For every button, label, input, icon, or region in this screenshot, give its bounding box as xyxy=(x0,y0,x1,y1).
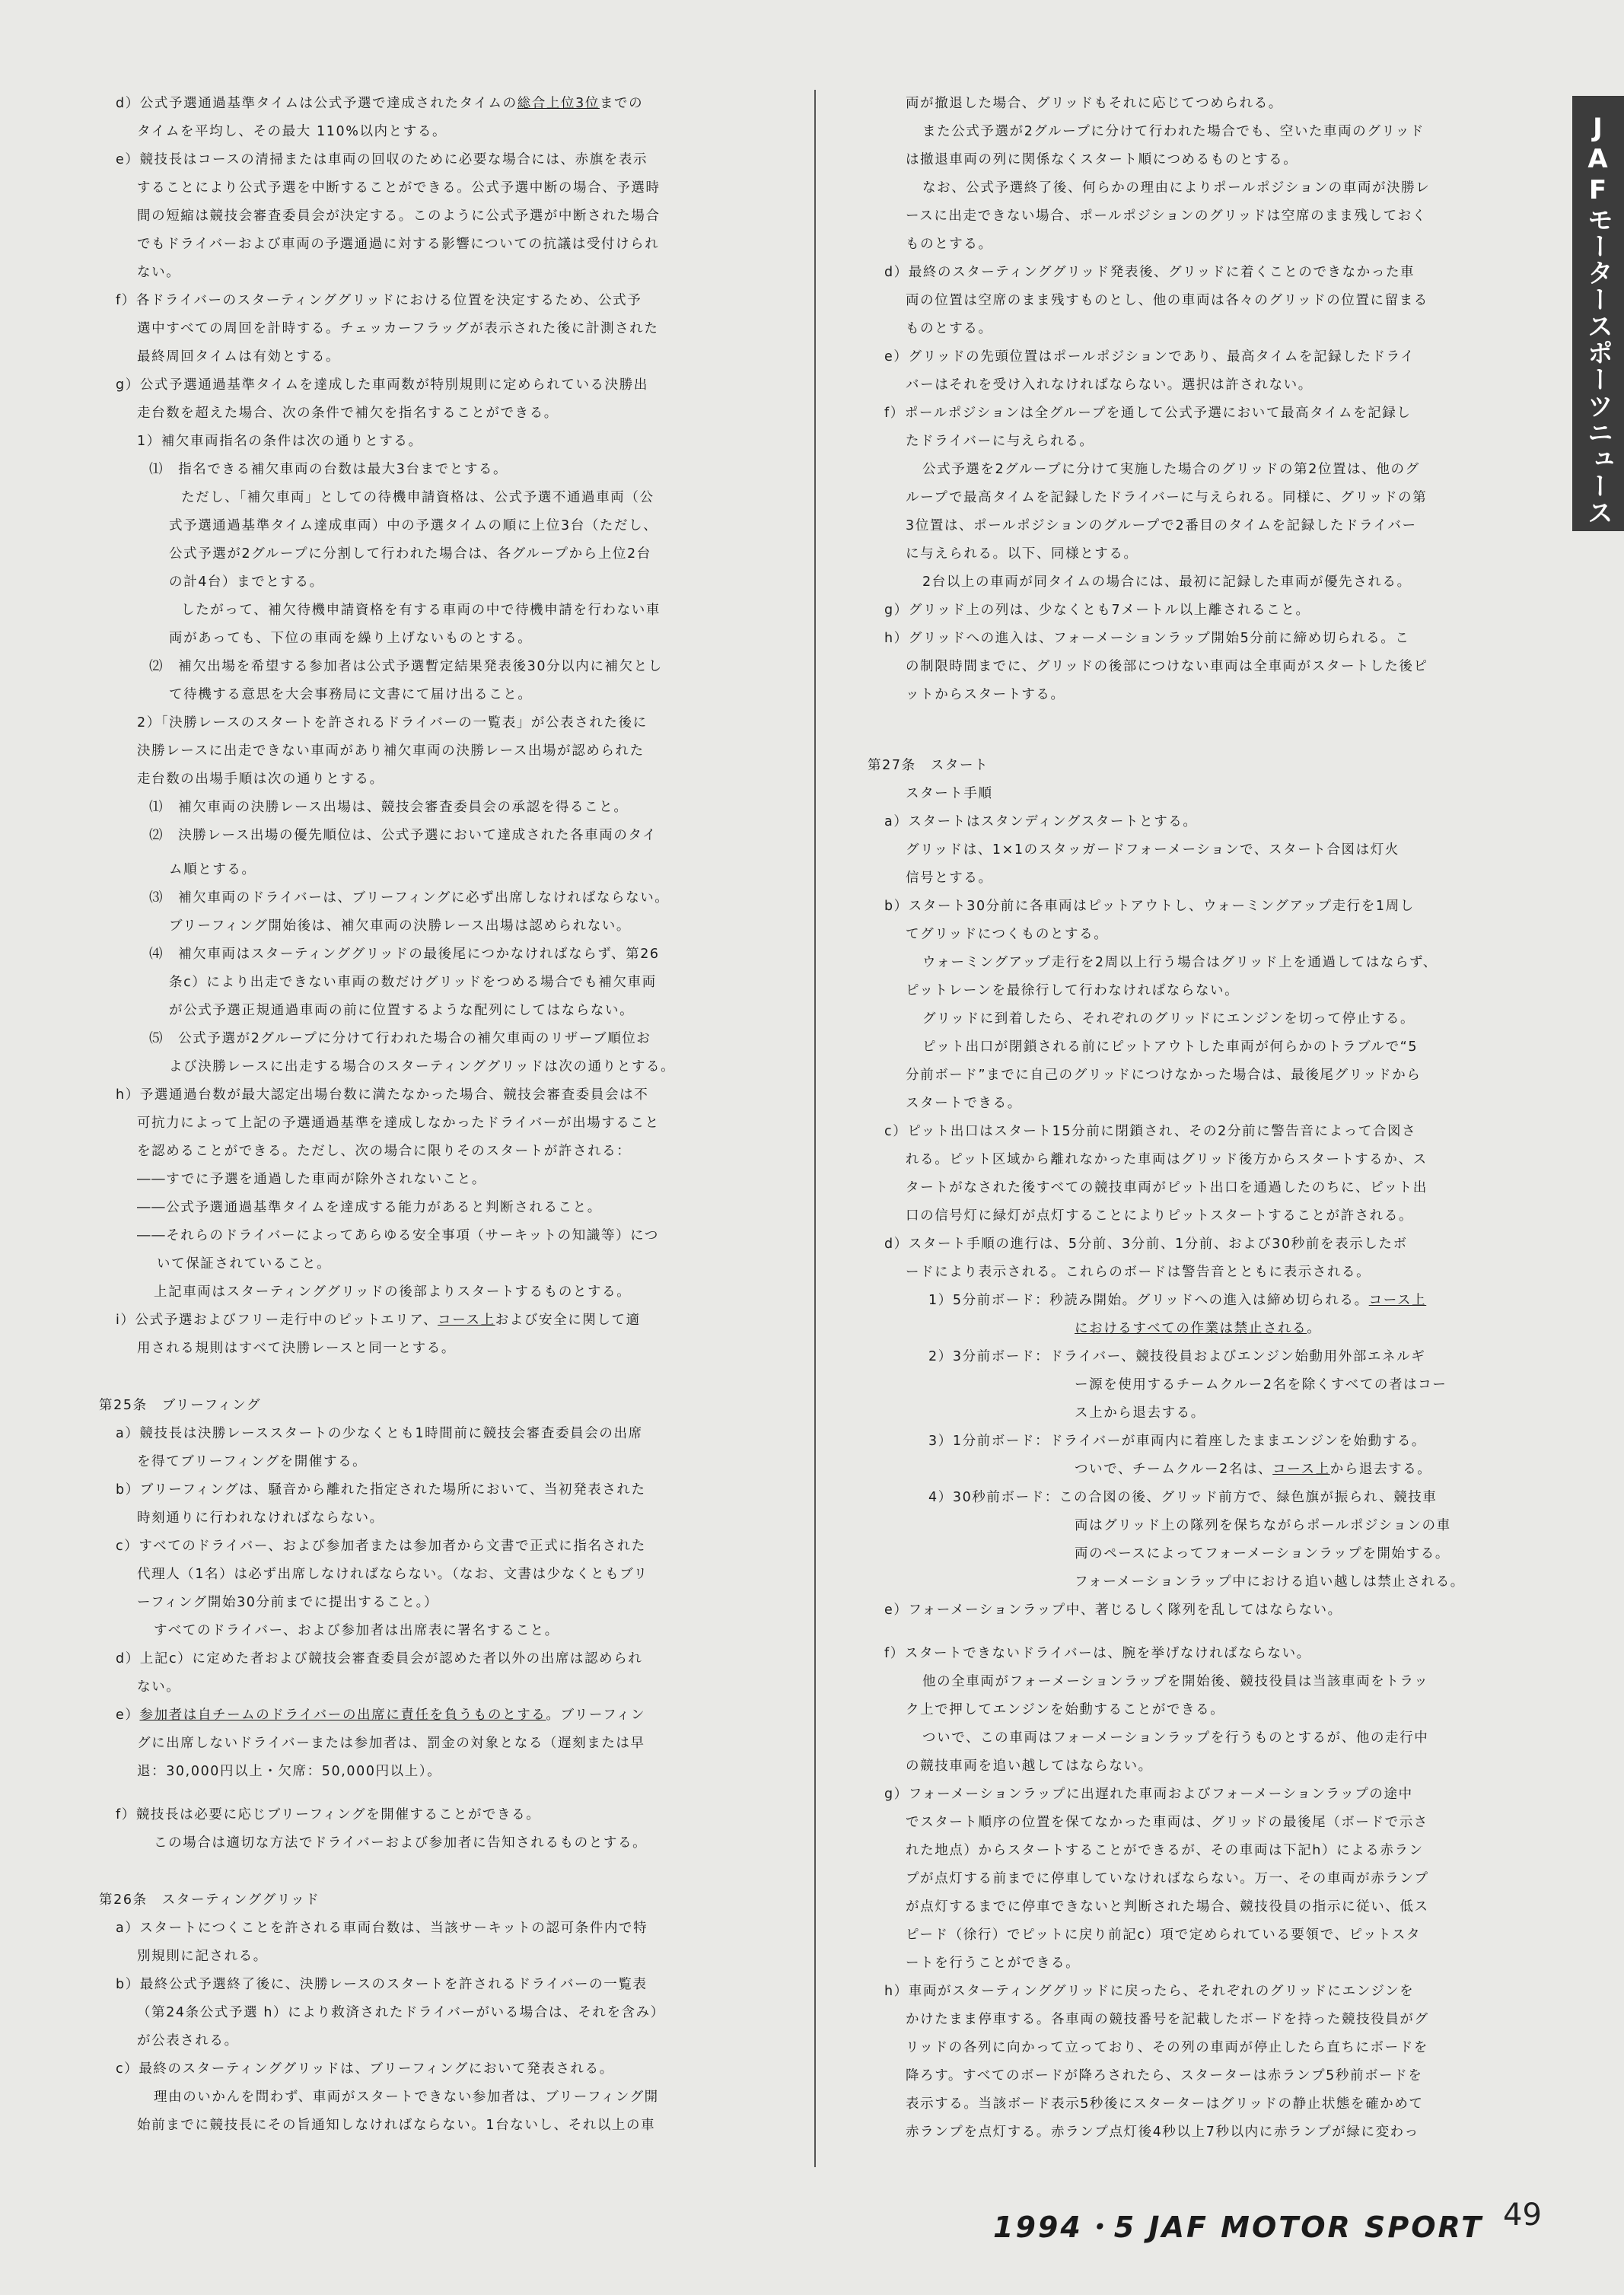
text-line: ――公式予選通過基準タイムを達成する能力があると判断されること。 xyxy=(137,1200,602,1215)
text-line: 信号とする。 xyxy=(906,871,993,886)
text-line: たドライバーに与えられる。 xyxy=(906,434,1094,449)
text-line: f）競技長は必要に応じブリーフィングを開催することができる。 xyxy=(116,1807,541,1822)
text-line: プが点灯する前までに停車していなければならない。万一、その車両が赤ランプ xyxy=(906,1871,1429,1886)
text-line: ただし、「補欠車両」としての待機申請資格は、公式予選不通過車両（公 xyxy=(181,490,654,505)
text-line: 始前までに競技長にその旨通知しなければならない。1台ないし、それ以上の車 xyxy=(137,2118,656,2133)
text-line: 時刻通りに行われなければならない。 xyxy=(137,1510,384,1526)
text-line: 上記車両はスターティンググリッドの後部よりスタートするものとする。 xyxy=(154,1284,632,1300)
text-line: f）各ドライバーのスターティンググリッドにおける位置を決定するため、公式予 xyxy=(116,293,642,308)
text-line: f）スタートできないドライバーは、腕を挙げなければならない。 xyxy=(884,1646,1311,1661)
text-line: b）ブリーフィングは、騒音から離れた指定された場所において、当初発表された xyxy=(116,1482,646,1498)
text-line: b）最終公式予選終了後に、決勝レースのスタートを許されるドライバーの一覧表 xyxy=(116,1977,648,1992)
text-line: 2）「決勝レースのスタートを許されるドライバーの一覧表」が公表された後に xyxy=(137,715,648,731)
text-line: 第26条 スターティンググリッド xyxy=(99,1892,320,1908)
text-line: ク上で押してエンジンを始動することができる。 xyxy=(906,1702,1225,1717)
text-line: の計4台）までとする。 xyxy=(169,575,324,590)
text-line: e）競技長はコースの清掃または車両の回収のために必要な場合には、赤旗を表示 xyxy=(116,152,648,167)
text-line: でスタート順序の位置を保てなかった車両は、グリッドの最後尾（ボードで示さ xyxy=(906,1815,1428,1830)
section-side-tab: JAFモータースポーツニュース xyxy=(1572,96,1624,531)
text-line: g）フォーメーションラップに出遅れた車両およびフォーメーションラップの途中 xyxy=(884,1787,1413,1802)
text-line: は撤退車両の列に関係なくスタート順につめるものとする。 xyxy=(906,152,1298,167)
text-line: 両はグリッド上の隊列を保ちながらポールポジションの車 xyxy=(1075,1518,1451,1533)
text-line: 第27条 スタート xyxy=(868,758,989,773)
text-line: 2）3分前ボード：ドライバー、競技役員およびエンジン始動用外部エネルギ xyxy=(928,1349,1426,1364)
text-line: a）競技長は決勝レーススタートの少なくとも1時間前に競技会審査委員会の出席 xyxy=(116,1426,643,1441)
left-text-column xyxy=(99,90,784,2140)
underlined-text: 総合上位3位 xyxy=(517,96,600,111)
text-line: e）グリッドの先頭位置はポールポジションであり、最高タイムを記録したドライ xyxy=(884,349,1415,364)
text-line: 理由のいかんを問わず、車両がスタートできない参加者は、ブリーフィング開 xyxy=(154,2090,659,2105)
text-line: ループで最高タイムを記録したドライバーに与えられる。同様に、グリッドの第 xyxy=(906,490,1428,505)
text-line: れる。ピット区域から離れなかった車両はグリッド後方からスタートするか、ス xyxy=(906,1152,1428,1167)
text-line: c）すべてのドライバー、および参加者または参加者から文書で正式に指名された xyxy=(116,1539,646,1554)
text-line: ⑶ 補欠車両のドライバーは、ブリーフィングに必ず出席しなければならない。 xyxy=(149,890,670,906)
text-line: に与えられる。以下、同様とする。 xyxy=(906,546,1138,562)
footer-magazine-title: 1994・5 JAF MOTOR SPORT xyxy=(993,2211,1483,2244)
text-line: を得てブリーフィングを開催する。 xyxy=(137,1454,368,1469)
text-line: a）スタートにつくことを許される車両台数は、当該サーキットの認可条件内で特 xyxy=(116,1921,648,1936)
text-line: 降ろす。すべてのボードが降ろされたら、スターターは赤ランプ5秒前ボードを xyxy=(906,2068,1423,2083)
text-line: の制限時間までに、グリッドの後部につけない車両は全車両がスタートした後ピ xyxy=(906,659,1428,674)
text-line: d）最終のスターティンググリッド発表後、グリッドに着くことのできなかった車 xyxy=(884,265,1415,280)
text-line: 口の信号灯に緑灯が点灯することによりピットスタートすることが許される。 xyxy=(906,1208,1414,1224)
text-line: ⑴ 補欠車両の決勝レース出場は、競技会審査委員会の承認を得ること。 xyxy=(149,800,629,815)
text-line: 式予選通過基準タイム達成車両）中の予選タイムの順に上位3台（ただし、 xyxy=(169,518,658,533)
text-line: タートがなされた後すべての競技車両がピット出口を通過したのちに、ピット出 xyxy=(906,1180,1428,1195)
text-line: 公式予選が2グループに分割して行われた場合は、各グループから上位2台 xyxy=(169,546,651,562)
text-line: ⑷ 補欠車両はスターティンググリッドの最後尾につかなければならず、第26 xyxy=(149,947,660,962)
text-line: ースに出走できない場合、ポールポジションのグリッドは空席のまま残しておく xyxy=(906,208,1427,224)
text-line: ウォーミングアップ走行を2周以上行う場合はグリッド上を通過してはならず、 xyxy=(922,955,1438,970)
text-line: て待機する意思を大会事務局に文書にて届け出ること。 xyxy=(169,687,533,702)
text-line: スタート手順 xyxy=(906,786,993,801)
text-line: におけるすべての作業は禁止される。 xyxy=(1075,1321,1322,1336)
text-line: 決勝レースに出走できない車両があり補欠車両の決勝レース出場が認められた xyxy=(137,743,645,759)
text-line: d）スタート手順の進行は、5分前、3分前、1分前、および30秒前を表示したボ xyxy=(884,1237,1408,1252)
page-number: 49 xyxy=(1503,2198,1542,2233)
text-line: ない。 xyxy=(137,1679,181,1695)
text-line: d）公式予選通過基準タイムは公式予選で達成されたタイムの総合上位3位までの xyxy=(116,96,644,111)
text-line: 両が撤退した場合、グリッドもそれに応じてつめられる。 xyxy=(906,96,1283,111)
text-line: を認めることができる。ただし、次の場合に限りそのスタートが許される： xyxy=(137,1144,632,1159)
column-divider xyxy=(814,90,816,2167)
text-line: 1）補欠車両指名の条件は次の通りとする。 xyxy=(137,434,423,449)
text-line: a）スタートはスタンディングスタートとする。 xyxy=(884,814,1198,829)
text-line: 走台数の出場手順は次の通りとする。 xyxy=(137,772,384,787)
text-line: が点灯するまでに停車できないと判断された場合、競技役員の指示に従い、低ス xyxy=(906,1899,1429,1915)
text-line: ーフィング開始30分前までに提出すること。） xyxy=(137,1595,439,1610)
text-line: タイムを平均し、その最大 110%以内とする。 xyxy=(137,124,447,139)
text-line: i）公式予選およびフリー走行中のピットエリア、コース上および安全に関して適 xyxy=(116,1313,641,1328)
text-line: ピットレーンを最徐行して行わなければならない。 xyxy=(906,983,1240,998)
text-line: ――すでに予選を通過した車両が除外されないこと。 xyxy=(137,1172,486,1187)
text-line: ⑵ 補欠出場を希望する参加者は公式予選暫定結果発表後30分以内に補欠とし xyxy=(149,659,663,674)
text-line: また公式予選が2グループに分けて行われた場合でも、空いた車両のグリッド xyxy=(922,124,1425,139)
text-line: が公式予選正規通過車両の前に位置するような配列にしてはならない。 xyxy=(169,1003,635,1018)
text-line: 両があっても、下位の車両を繰り上げないものとする。 xyxy=(169,631,533,646)
text-line: いて保証されていること。 xyxy=(157,1256,332,1272)
text-line: ス上から退去する。 xyxy=(1075,1405,1205,1421)
text-line: 選中すべての周回を計時する。チェッカーフラッグが表示された後に計測された xyxy=(137,321,659,336)
text-line: e）参加者は自チームのドライバーの出席に責任を負うものとする。ブリーフィン xyxy=(116,1708,646,1723)
text-line: 間の短縮は競技会審査委員会が決定する。このように公式予選が中断された場合 xyxy=(137,208,661,224)
text-line: ートを行うことができる。 xyxy=(906,1956,1081,1971)
underlined-text: コース上 xyxy=(1368,1293,1427,1308)
text-line: c）ピット出口はスタート15分前に閉鎖され、その2分前に警告音によって合図さ xyxy=(884,1124,1417,1139)
text-line: 可抗力によって上記の予選通過基準を達成しなかったドライバーが出場すること xyxy=(137,1116,660,1131)
text-line: g）グリッド上の列は、少なくとも7メートル以上離されること。 xyxy=(884,603,1310,618)
text-line: ⑸ 公式予選が2グループに分けて行われた場合の補欠車両のリザーブ順位お xyxy=(149,1031,651,1046)
text-line: h）車両がスターティンググリッドに戻ったら、それぞれのグリッドにエンジンを xyxy=(884,1984,1415,1999)
text-line: h）予選通過台数が最大認定出場台数に満たなかった場合、競技会審査委員会は不 xyxy=(116,1087,649,1103)
text-line: ⑴ 指名できる補欠車両の台数は最大3台までとする。 xyxy=(149,462,508,477)
underlined-text: コース上 xyxy=(1272,1462,1330,1477)
text-line: g）公式予選通過基準タイムを達成した車両数が特別規則に定められている決勝出 xyxy=(116,377,648,393)
text-line: よび決勝レースに出走する場合のスターティンググリッドは次の通りとする。 xyxy=(169,1059,676,1074)
text-line: したがって、補欠待機申請資格を有する車両の中で待機申請を行わない車 xyxy=(181,603,661,618)
text-line: ⑵ 決勝レース出場の優先順位は、公式予選において達成された各車両のタイ xyxy=(149,828,658,843)
text-line: グリッドは、1×1のスタッガードフォーメーションで、スタート合図は灯火 xyxy=(906,842,1400,858)
text-line: バーはそれを受け入れなければならない。選択は許されない。 xyxy=(906,377,1313,393)
text-line: れた地点）からスタートすることができるが、その車両は下記h）による赤ラン xyxy=(906,1843,1424,1858)
text-line: ついで、チームクルー2名は、コース上から退去する。 xyxy=(1075,1462,1432,1477)
text-line: 赤ランプを点灯する。赤ランプ点灯後4秒以上7秒以内に赤ランプが緑に変わっ xyxy=(906,2125,1419,2140)
text-line: でもドライバーおよび車両の予選通過に対する影響についての抗議は受付けられ xyxy=(137,237,660,252)
text-line: ットからスタートする。 xyxy=(906,687,1065,702)
text-line: グリッドに到着したら、それぞれのグリッドにエンジンを切って停止する。 xyxy=(922,1011,1415,1027)
text-line: 1）5分前ボード：秒読み開始。グリッドへの進入は締め切られる。コース上 xyxy=(928,1293,1427,1308)
right-text-column xyxy=(868,90,1530,2147)
text-line: なお、公式予選終了後、何らかの理由によりポールポジションの車両が決勝レ xyxy=(922,180,1431,196)
text-line: ――それらのドライバーによってあらゆる安全事項（サーキットの知識等）につ xyxy=(137,1228,660,1243)
text-line: e）フォーメーションラップ中、著じるしく隊列を乱してはならない。 xyxy=(884,1603,1342,1618)
text-line: 退：30,000円以上・欠席：50,000円以上）。 xyxy=(137,1764,442,1779)
text-line: かけたまま停車する。各車両の競技番号を記載したボードを持った競技役員がグ xyxy=(906,2012,1429,2027)
text-line: 他の全車両がフォーメーションラップを開始後、競技役員は当該車両をトラッ xyxy=(922,1674,1429,1689)
text-line: 3位置は、ポールポジションのグループで2番目のタイムを記録したドライバー xyxy=(906,518,1417,533)
text-line: することにより公式予選を中断することができる。公式予選中断の場合、予選時 xyxy=(137,180,661,196)
text-line: b）スタート30分前に各車両はピットアウトし、ウォーミングアップ走行を1周し xyxy=(884,899,1415,914)
text-line: 2台以上の車両が同タイムの場合には、最初に記録した車両が優先される。 xyxy=(922,575,1412,590)
text-line: 代理人（1名）は必ず出席しなければならない。（なお、文書は少なくともブリ xyxy=(137,1567,648,1582)
text-line: リッドの各列に向かって立っており、その列の車両が停止したら直ちにボードを xyxy=(906,2040,1428,2055)
text-line: c）最終のスターティンググリッドは、ブリーフィングにおいて発表される。 xyxy=(116,2061,614,2077)
text-line: フォーメーションラップ中における追い越しは禁止される。 xyxy=(1075,1574,1465,1590)
text-line: すべてのドライバー、および参加者は出席表に署名すること。 xyxy=(154,1623,559,1638)
text-line: 走台数を超えた場合、次の条件で補欠を指名することができる。 xyxy=(137,406,559,421)
underlined-text: コース上 xyxy=(438,1313,495,1328)
text-line: 表示する。当該ボード表示5秒後にスターターはグリッドの静止状態を確かめて xyxy=(906,2096,1424,2112)
underlined-text: におけるすべての作業は禁止される xyxy=(1075,1321,1307,1336)
text-line: d）上記c）に定めた者および競技会審査委員会が認めた者以外の出席は認められ xyxy=(116,1651,643,1666)
text-line: の競技車両を追い越してはならない。 xyxy=(906,1759,1153,1774)
text-line: 4）30秒前ボード：この合図の後、グリッド前方で、緑色旗が振られ、競技車 xyxy=(928,1490,1438,1505)
text-line: f）ポールポジションは全グループを通して公式予選において最高タイムを記録し xyxy=(884,406,1412,421)
text-line: 最終周回タイムは有効とする。 xyxy=(137,349,341,364)
text-line: 第25条 ブリーフィング xyxy=(99,1398,262,1413)
text-line: ードにより表示される。これらのボードは警告音とともに表示される。 xyxy=(906,1265,1371,1280)
text-line: ない。 xyxy=(137,265,181,280)
underlined-text: 参加者は自チームのドライバーの出席に責任を負うものとする xyxy=(139,1708,546,1723)
text-line: ものとする。 xyxy=(906,237,993,252)
text-line: グに出席しないドライバーまたは参加者は、罰金の対象となる（遅刻または早 xyxy=(137,1736,645,1751)
text-line: スタートできる。 xyxy=(906,1096,1022,1111)
text-line: ピード（徐行）でピットに戻り前記c）項で定められている要領で、ピットスタ xyxy=(906,1927,1422,1943)
text-line: 別規則に記される。 xyxy=(137,1949,268,1964)
text-line: ものとする。 xyxy=(906,321,993,336)
text-line: が公表される。 xyxy=(137,2033,239,2048)
text-line: ブリーフィング開始後は、補欠車両の決勝レース出場は認められない。 xyxy=(169,918,631,934)
text-line: ついで、この車両はフォーメーションラップを行うものとするが、他の走行中 xyxy=(922,1730,1429,1746)
text-line: 用される規則はすべて決勝レースと同一とする。 xyxy=(137,1341,456,1356)
text-line: この場合は適切な方法でドライバーおよび参加者に告知されるものとする。 xyxy=(154,1835,648,1851)
text-line: 公式予選を2グループに分けて実施した場合のグリッドの第2位置は、他のグ xyxy=(922,462,1420,477)
text-line: 両の位置は空席のまま残すものとし、他の車両は各々のグリッドの位置に留まる xyxy=(906,293,1428,308)
text-line: てグリッドにつくものとする。 xyxy=(906,927,1109,942)
text-line: 条c）により出走できない車両の数だけグリッドをつめる場合でも補欠車両 xyxy=(169,975,657,990)
text-line: ピット出口が閉鎖される前にピットアウトした車両が何らかのトラブルで“5 xyxy=(922,1039,1419,1055)
text-line: h）グリッドへの進入は、フォーメーションラップ開始5分前に締め切られる。こ xyxy=(884,631,1410,646)
text-line: 分前ボード”までに自己のグリッドにつけなかった場合は、最後尾グリッドから xyxy=(906,1068,1422,1083)
text-line: ー源を使用するチームクルー2名を除くすべての者はコー xyxy=(1075,1377,1447,1393)
text-line: （第24条公式予選 h）により救済されたドライバーがいる場合は、それを含み） xyxy=(137,2005,665,2020)
text-line: 両のペースによってフォーメーションラップを開始する。 xyxy=(1075,1546,1450,1561)
text-line: 3）1分前ボード：ドライバーが車両内に着座したままエンジンを始動する。 xyxy=(928,1434,1427,1449)
text-line: ム順とする。 xyxy=(169,862,256,877)
